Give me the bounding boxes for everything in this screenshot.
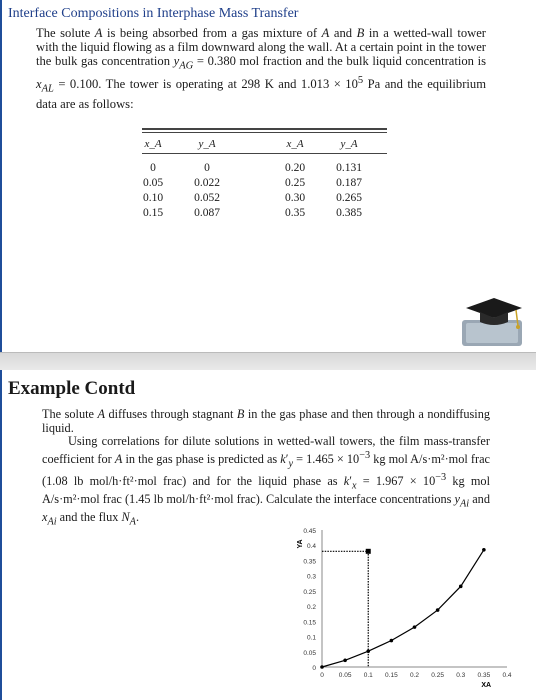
- y-tick-label: 0.45: [303, 528, 316, 535]
- slide-2: [0, 370, 536, 700]
- y-tick-label: 0.05: [303, 649, 316, 657]
- slide-heading: Example Contd: [8, 378, 136, 399]
- y-tick-label: 0.25: [303, 588, 316, 596]
- bulk-point-marker: [366, 549, 371, 554]
- data-point: [320, 665, 324, 669]
- x-tick-label: 0.05: [338, 672, 352, 679]
- problem-statement: The solute A is being absorbed from a gas mixture of A and B in a wetted-wall tower with the liquid flowing as a film downward along the wall. At a certain point in the tower the bulk gas concentration $y_{AG} = 0.380$ mol fraction and the bulk liquid concentration is $x_{AL} = 0.100$. The tower is operating at 298 K and $1.013 \times 10^5$ Pa and the equilibrium data are as follows:: [36, 26, 487, 112]
- y-tick-label: 0.15: [303, 619, 316, 627]
- slide-title: Interface Compositions in Interphase Mass Transfer: [8, 6, 299, 21]
- y-tick-label: 0.2: [306, 604, 316, 612]
- data-point: [343, 659, 347, 663]
- x-tick-label: 0: [320, 672, 324, 679]
- problem-continuation: The solute A diffuses through stagnant B in the gas phase and then through a nondiffusing liquid. Using correlations for dilute solutions in wetted-wall towers, the film mass-transfer coefficient for A in the gas phase is predicted as $k'_y = 1.465 \times 10^{-3}$ kg mol A/s·m²·mol frac (1.08 lb mol/h·ft²·mol frac) and for the liquid phase as $k'_x = 1.967 \times 10^{-3}$ kg mol A/s·m²·mol frac (1.45 lb mol/h·ft²·mol frac). Calculate the interface concentrations $y_{Ai}$ and $x_{Ai}$ and the flux $N_A$.: [42, 407, 490, 528]
- data-point: [459, 585, 463, 589]
- data-point: [413, 625, 417, 629]
- y-tick-label: 0.3: [306, 573, 316, 581]
- y-tick-label: 0.35: [303, 558, 316, 566]
- equilibrium-line: [322, 550, 484, 667]
- x-tick-label: 0.3: [456, 672, 466, 679]
- data-point: [436, 608, 440, 612]
- table-row: 0.10 0.052 0.30 0.265: [142, 192, 362, 204]
- x-tick-label: 0.35: [477, 672, 491, 679]
- table-row: 0 0 0.20 0.131: [150, 162, 362, 174]
- x-tick-label: 0.2: [409, 672, 420, 679]
- data-point: [482, 548, 486, 552]
- slide-separator: [0, 352, 536, 371]
- y-tick-label: 0.4: [306, 543, 316, 551]
- y-axis-label: YA: [297, 539, 304, 549]
- x-tick-label: 0.15: [385, 672, 398, 679]
- table-row: 0.05 0.022 0.25 0.187: [142, 177, 362, 189]
- equilibrium-table: [142, 128, 387, 222]
- x-tick-label: 0.25: [431, 672, 444, 679]
- x-tick-label: 0.4: [502, 672, 512, 679]
- x-axis-label: XA: [481, 682, 492, 689]
- y-tick-label: 0.1: [306, 634, 316, 642]
- table-header: x_A y_A x_A y_A: [144, 138, 358, 150]
- equilibrium-chart: [282, 522, 522, 697]
- y-tick-label: 0: [312, 665, 316, 672]
- graduation-cap-icon: [460, 290, 526, 348]
- table-row: 0.15 0.087 0.35 0.385: [142, 207, 362, 219]
- data-point: [390, 639, 394, 643]
- x-tick-label: 0.1: [363, 672, 373, 679]
